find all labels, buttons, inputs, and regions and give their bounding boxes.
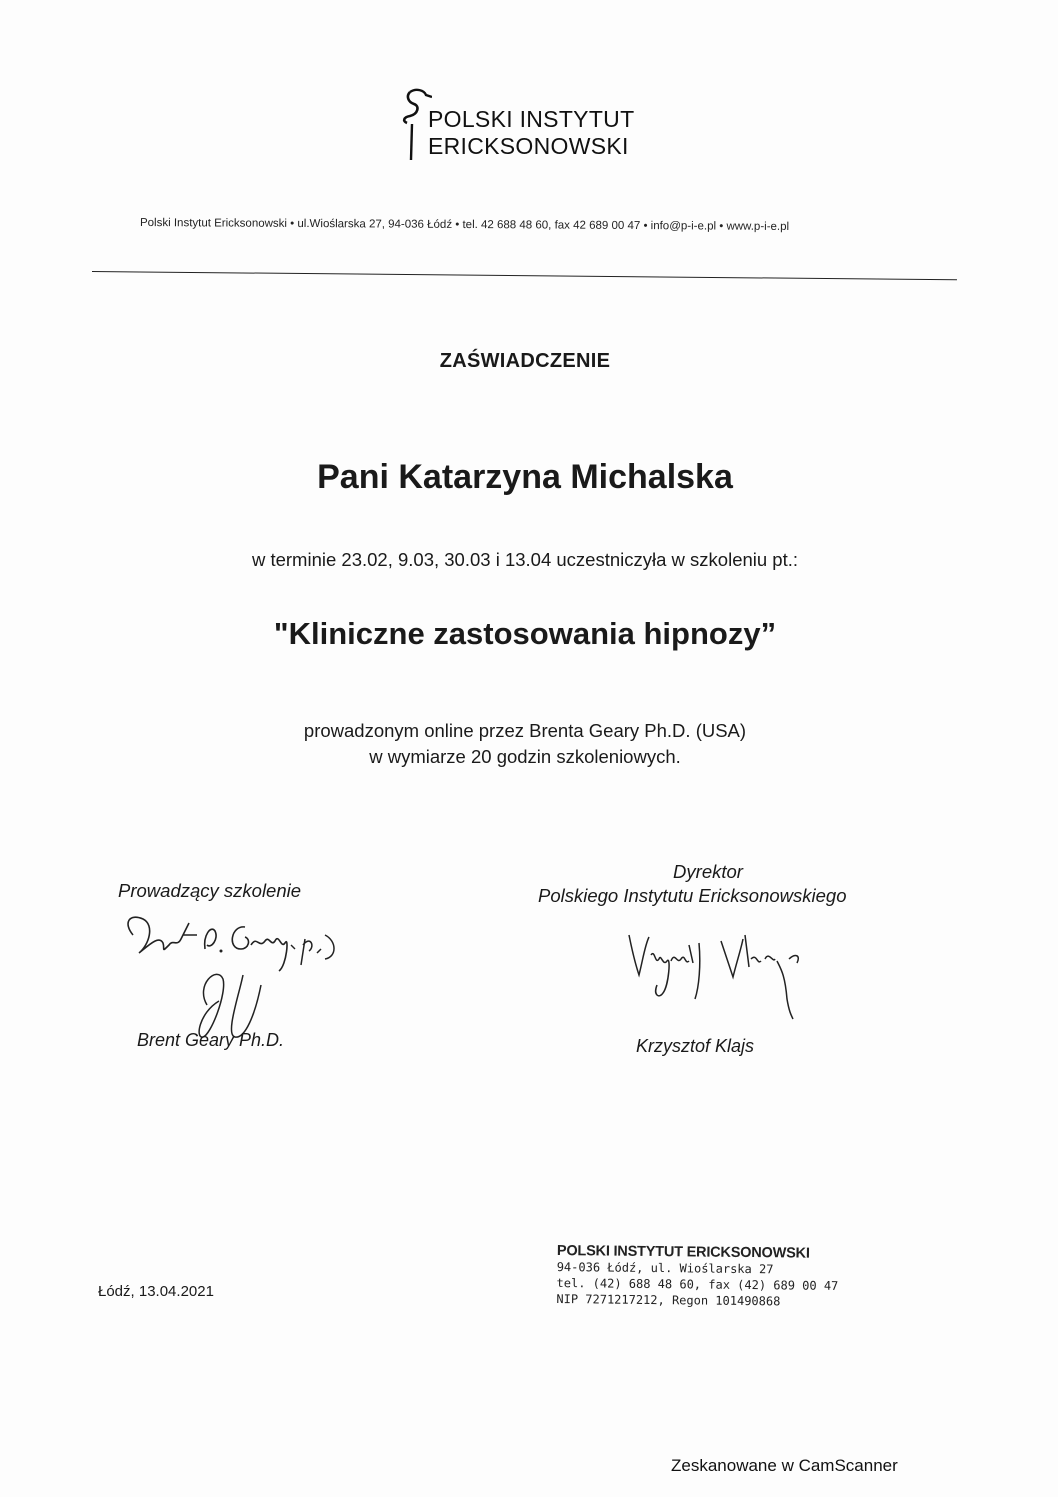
stamp-phone: tel. (42) 688 48 60, fax (42) 689 00 47	[556, 1275, 839, 1293]
stamp-ids: NIP 7271217212, Regon 101490868	[556, 1291, 781, 1309]
institute-logo	[398, 86, 658, 166]
camscanner-watermark: Zeskanowane w CamScanner	[671, 1456, 898, 1475]
heron-logo-icon	[398, 86, 432, 162]
course-description-line1: prowadzonym online przez Brenta Geary Ph.D. (USA)	[303, 720, 747, 741]
place-and-date: Łódź, 13.04.2021	[98, 1283, 214, 1300]
director-signature	[615, 915, 825, 1025]
course-description-line2: w wymiarze 20 godzin szkoleniowych.	[369, 746, 681, 767]
logo-text-line2: ERICKSONOWSKI	[428, 133, 629, 159]
recipient-name: Pani Katarzyna Michalska	[317, 458, 733, 496]
institute-address: Polski Instytut Ericksonowski • ul.Wioślarska 27, 94-036 Łódź • tel. 42 688 48 60, fax 42 689 00 47 • info@p-i-e.pl • www.p-i-e.pl	[139, 217, 790, 233]
logo-text-line1: POLSKI INSTYTUT	[428, 106, 635, 132]
header-divider	[92, 271, 957, 280]
stamp-address: 94-036 Łódź, ul. Wioślarska 27	[556, 1259, 774, 1277]
trainer-signature	[115, 905, 345, 1045]
director-label-line1: Dyrektor	[673, 861, 743, 882]
course-title: "Kliniczne zastosowania hipnozy”	[273, 616, 777, 651]
trainer-name: Brent Geary Ph.D.	[137, 1030, 285, 1050]
training-dates: w terminie 23.02, 9.03, 30.03 i 13.04 uczestniczyła w szkoleniu pt.:	[251, 549, 799, 570]
trainer-label: Prowadzący szkolenie	[118, 880, 302, 901]
institute-stamp	[556, 1243, 839, 1310]
director-label-line2: Polskiego Instytutu Ericksonowskiego	[538, 885, 847, 906]
director-name: Krzysztof Klajs	[636, 1036, 755, 1056]
stamp-name: POLSKI INSTYTUT ERICKSONOWSKI	[556, 1243, 810, 1262]
certificate-title: ZAŚWIADCZENIE	[439, 350, 611, 372]
